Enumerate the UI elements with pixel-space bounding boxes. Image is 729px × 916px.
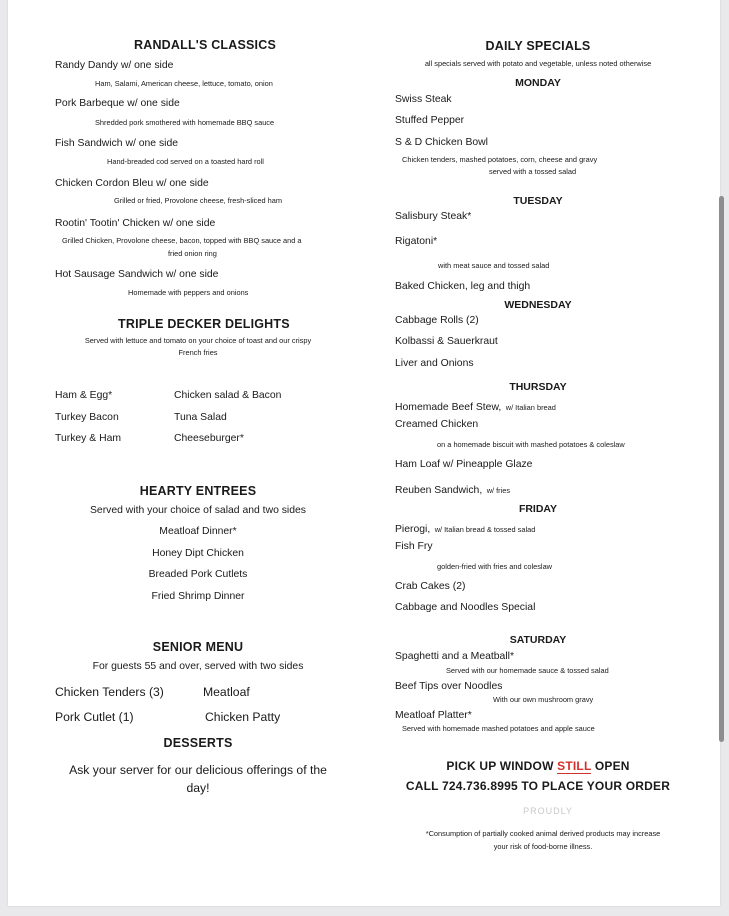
classics-title: RANDALL'S CLASSICS	[134, 38, 276, 52]
triple-desc: Served with lettuce and tomato on your choice of toast and our crispy	[84, 336, 312, 345]
classics-item-desc: Ham, Salami, American cheese, lettuce, tomato, onion	[95, 79, 273, 88]
special-item: Kolbassi & Sauerkraut	[395, 336, 498, 347]
hearty-item: Meatloaf Dinner*	[159, 526, 237, 537]
special-desc: Served with homemade mashed potatoes and apple sauce	[402, 724, 595, 733]
special-item: Spaghetti and a Meatball*	[395, 651, 515, 662]
day-thursday: THURSDAY	[509, 381, 567, 393]
special-item: Salisbury Steak*	[395, 211, 472, 222]
day-monday: MONDAY	[515, 77, 561, 89]
disclaimer: *Consumption of partially cooked animal derived products may increase	[425, 829, 661, 838]
hearty-item: Fried Shrimp Dinner	[151, 591, 245, 602]
day-friday: FRIDAY	[518, 503, 558, 515]
pickup-banner	[388, 759, 688, 773]
classics-item-desc: Homemade with peppers and onions	[128, 288, 249, 297]
special-item: Stuffed Pepper	[395, 115, 465, 126]
special-item: Liver and Onions	[395, 358, 474, 369]
special-item	[395, 397, 556, 415]
scrollbar[interactable]	[719, 196, 724, 742]
special-item: Beef Tips over Noodles	[395, 681, 503, 692]
menu-page	[8, 0, 720, 906]
triple-title: TRIPLE DECKER DELIGHTS	[118, 317, 290, 331]
special-desc: on a homemade biscuit with mashed potatoes & coleslaw	[437, 440, 625, 449]
watermark: PROUDLY	[523, 806, 573, 816]
special-item-note: w/ fries	[486, 486, 511, 495]
special-desc: Served with our homemade sauce & tossed salad	[446, 666, 609, 675]
classics-item-name: Randy Dandy w/ one side	[55, 60, 174, 71]
senior-item: Meatloaf	[203, 685, 250, 699]
desserts-text: day!	[186, 781, 210, 795]
day-wednesday: WEDNESDAY	[504, 299, 572, 311]
special-item-name: Reuben Sandwich,	[395, 485, 483, 496]
special-item	[395, 519, 535, 537]
senior-title: SENIOR MENU	[152, 640, 244, 654]
classics-item-name: Chicken Cordon Bleu w/ one side	[55, 178, 209, 189]
special-desc: golden-fried with fries and coleslaw	[437, 562, 553, 571]
pickup-text: OPEN	[594, 759, 630, 773]
desserts-title: DESSERTS	[163, 736, 233, 750]
hearty-item: Honey Dipt Chicken	[152, 548, 244, 559]
specials-title: DAILY SPECIALS	[485, 39, 591, 53]
special-item	[395, 480, 510, 498]
special-item: Cabbage and Noodles Special	[395, 602, 536, 613]
triple-item: Turkey Bacon	[55, 412, 119, 423]
classics-item-desc: Shredded pork smothered with homemade BBQ sauce	[95, 118, 275, 127]
special-desc: served with a tossed salad	[489, 167, 577, 176]
special-item: Cabbage Rolls (2)	[395, 315, 479, 326]
classics-item-name: Hot Sausage Sandwich w/ one side	[55, 269, 219, 280]
special-desc: Chicken tenders, mashed potatoes, corn, cheese and gravy	[402, 155, 598, 164]
call-to-order: CALL 724.736.8995 TO PLACE YOUR ORDER	[405, 779, 671, 793]
classics-item-desc: Hand-breaded cod served on a toasted hard roll	[107, 157, 264, 166]
classics-item-name: Fish Sandwich w/ one side	[55, 138, 179, 149]
classics-item-desc: Grilled Chicken, Provolone cheese, bacon, topped with BBQ sauce and a	[62, 236, 302, 245]
specials-note: all specials served with potato and vegetable, unless noted otherwise	[424, 59, 652, 68]
special-item: Ham Loaf w/ Pineapple Glaze	[395, 459, 533, 470]
special-item: S & D Chicken Bowl	[395, 137, 488, 148]
special-item: Meatloaf Platter*	[395, 710, 472, 721]
special-item: Crab Cakes (2)	[395, 581, 466, 592]
special-item-name: Homemade Beef Stew,	[395, 402, 502, 413]
disclaimer: your risk of food-borne illness.	[493, 842, 593, 851]
special-desc: with meat sauce and tossed salad	[438, 261, 550, 270]
pickup-text: PICK UP WINDOW	[446, 759, 554, 773]
special-item: Creamed Chicken	[395, 419, 479, 430]
day-tuesday: TUESDAY	[513, 195, 563, 207]
senior-item: Pork Cutlet (1)	[55, 710, 134, 724]
special-item: Swiss Steak	[395, 94, 452, 105]
triple-item: Ham & Egg*	[55, 390, 113, 401]
day-saturday: SATURDAY	[509, 634, 567, 646]
senior-item: Chicken Tenders (3)	[55, 685, 164, 699]
special-item-name: Pierogi,	[395, 524, 431, 535]
special-desc: With our own mushroom gravy	[493, 695, 594, 704]
pickup-still: STILL	[557, 759, 592, 773]
hearty-title: HEARTY ENTREES	[139, 484, 257, 498]
hearty-item: Breaded Pork Cutlets	[148, 569, 248, 580]
triple-item: Chicken salad & Bacon	[174, 390, 282, 401]
desserts-text: Ask your server for our delicious offerings of the	[69, 763, 327, 777]
hearty-desc: Served with your choice of salad and two sides	[89, 505, 306, 516]
special-item-note: w/ Italian bread	[505, 403, 556, 412]
senior-item: Chicken Patty	[205, 710, 281, 724]
special-item-note: w/ Italian bread & tossed salad	[434, 525, 536, 534]
classics-item-name: Pork Barbeque w/ one side	[55, 98, 180, 109]
triple-desc: French fries	[178, 348, 218, 357]
triple-item: Cheeseburger*	[174, 433, 244, 444]
triple-item: Tuna Salad	[174, 412, 227, 423]
classics-item-desc: fried onion ring	[168, 249, 217, 258]
senior-desc: For guests 55 and over, served with two sides	[92, 661, 304, 672]
classics-item-desc: Grilled or fried, Provolone cheese, fresh-sliced ham	[114, 196, 283, 205]
special-item: Rigatoni*	[395, 236, 438, 247]
special-item: Fish Fry	[395, 541, 433, 552]
special-item: Baked Chicken, leg and thigh	[395, 281, 531, 292]
triple-item: Turkey & Ham	[55, 433, 122, 444]
classics-item-name: Rootin' Tootin' Chicken w/ one side	[55, 218, 216, 229]
